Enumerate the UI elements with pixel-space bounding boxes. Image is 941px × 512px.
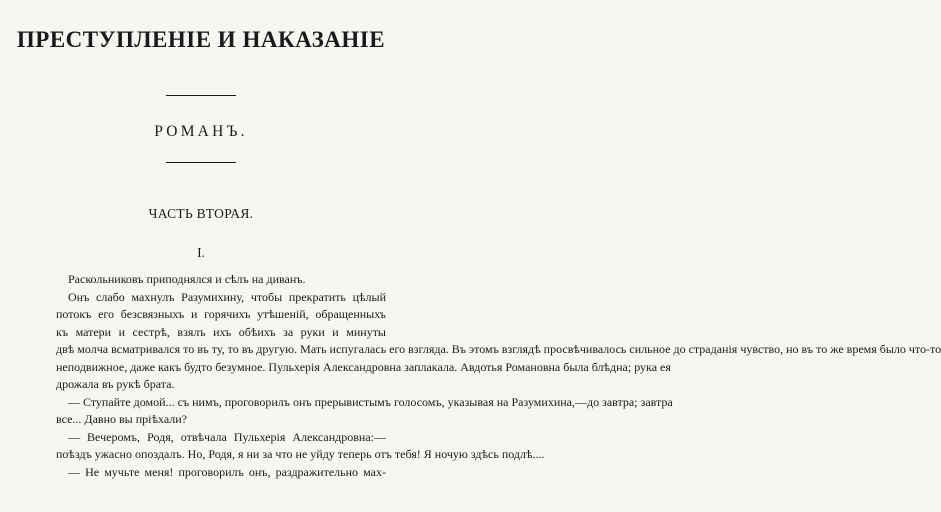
text-line: поѣздъ ужасно опоздалъ. Но, Родя, я ни за что не уйду теперь отъ тебя! Я ночую здѣсь подлѣ.... — [56, 447, 545, 461]
book-subtitle: РОМАНЪ. — [154, 123, 248, 140]
chapter-text — [56, 271, 941, 481]
divider-rule-top — [166, 95, 236, 96]
text-line: неподвижное, даже какъ будто безумное. Пульхерія Александровна заплакала. Авдотья Романовна была блѣдна; рука ея — [56, 359, 671, 374]
part-heading: ЧАСТЬ ВТОРАЯ. — [148, 206, 254, 221]
chapter-number: I. — [197, 245, 205, 260]
text-line: Раскольниковъ приподнялся и сѣлъ на диванъ. — [68, 272, 306, 286]
text-line: дрожала въ рукѣ брата. — [56, 377, 175, 391]
text-line: — Вечеромъ, Родя, отвѣчала Пульхерія Александровна:— — [68, 429, 386, 444]
book-title: ПРЕСТУПЛЕНІЕ И НАКАЗАНІЕ — [16, 27, 386, 52]
text-line: — Ступайте домой... съ нимъ, проговорилъ онъ прерывистымъ голосомъ, указывая на Разумихина,—до завтра; завтра — [68, 394, 673, 409]
text-line: все... Давно вы пріѣхали? — [56, 412, 188, 426]
text-line: Онъ слабо махнулъ Разумихину, чтобы прекратить цѣлый — [68, 289, 386, 304]
text-line: двѣ молча всматривался то въ ту, то въ другую. Мать испугалась его взгляда. Въ этомъ взглядѣ просвѣчивалось сильное до страданія чувство, но въ то же время было что-то — [56, 342, 941, 356]
text-line: къ матери и сестрѣ, взялъ ихъ обѣихъ за руки и минуты — [56, 324, 386, 339]
divider-rule-bottom — [166, 162, 236, 163]
text-line: потокъ его безсвязныхъ и горячихъ утѣшеній, обращенныхъ — [56, 307, 386, 321]
text-line: — Не мучьте меня! проговорилъ онъ, раздражительно мах- — [68, 464, 386, 479]
